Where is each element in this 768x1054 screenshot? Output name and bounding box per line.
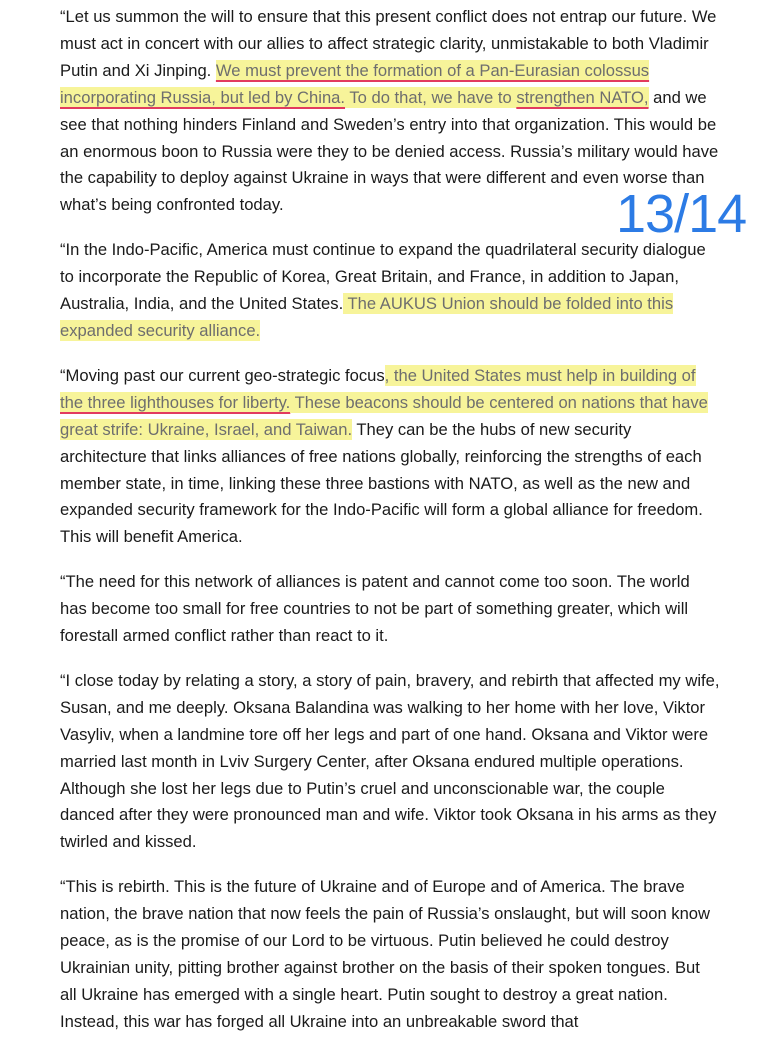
text-segment: “Let us summon the will to ensure that this present conflict does not entrap our future. We must act in concert with our allies to affect strategic clarity, unmistakable to both Vladimir Putin and Xi Jinping. — [60, 7, 717, 80]
page-counter: 13/14 — [616, 184, 747, 244]
highlighted-underlined-text: We must prevent the formation of a Pan-Eurasian colossus incorporating Russia, but led by China. — [60, 60, 650, 107]
highlighted-underlined-text: the three lighthouses for liberty. — [60, 392, 291, 412]
paragraph-3 — [60, 363, 720, 551]
highlighted-text: These beacons should be centered on nations that have great strife: Ukraine, Israel, and Taiwan. — [60, 392, 708, 439]
text-segment: “The need for this network of alliances is patent and cannot come too soon. The world has become too small for free countries to not be part of something greater, which will forestall armed conflict rather than react to it. — [60, 572, 690, 646]
paragraph-5 — [60, 668, 720, 856]
text-segment: “This is rebirth. This is the future of Ukraine and of Europe and of America. The brave nation, the brave nation that now feels the pain of Russia’s onslaught, but will soon know peace, as is the promise of our Lord to be virtuous. Putin believed he could destroy Ukrainian unity, pitting brother against brother on the basis of their spoken tongues. But all Ukraine has emerged with a single heart. Putin sought to destroy a great nation. Instead, this war has forged all Ukraine into an unbreakable sword that — [60, 877, 711, 1031]
article-body — [60, 4, 720, 1054]
paragraph-4 — [60, 569, 720, 650]
highlighted-text: , the United States must help in building of — [384, 365, 696, 385]
paragraph-2 — [60, 237, 720, 345]
highlighted-underlined-text: strengthen NATO, — [516, 87, 649, 107]
paragraph-6 — [60, 874, 720, 1035]
highlighted-text: To do that, we have to — [345, 87, 517, 107]
text-segment: “Moving past our current geo-strategic focus — [60, 365, 385, 385]
text-segment: and we see that nothing hinders Finland and Sweden’s entry into that organization. This would be an enormous boon to Russia were they to be denied access. Russia’s military would have the capability to deploy against Ukraine in ways that were different and even worse than what’s being confronted today. — [60, 87, 719, 215]
text-segment: “I close today by relating a story, a story of pain, bravery, and rebirth that affected my wife, Susan, and me deeply. Oksana Balandina was walking to her home with her love, Viktor Vasyliv, when a landmine tore off her legs and part of one hand. Oksana and Viktor were married last month in Lviv Surgery Center, after Oksana endured multiple operations. Although she lost her legs due to Putin’s cruel and unconscionable war, the couple danced after they were pronounced man and wife. Viktor took Oksana in his arms as they twirled and kissed. — [60, 670, 720, 852]
text-segment: “In the Indo-Pacific, America must continue to expand the quadrilateral security dialogue to incorporate the Republic of Korea, Great Britain, and France, in addition to Japan, Australia, India, and the United States. — [60, 240, 706, 314]
highlighted-text: The AUKUS Union should be folded into this expanded security alliance. — [60, 294, 674, 340]
text-segment: They can be the hubs of new security architecture that links alliances of free nations globally, reinforcing the strengths of each member state, in time, linking these three bastions with NATO, as well as the new and expanded security framework for the Indo-Pacific will form a global alliance for freedom. This will benefit America. — [60, 419, 703, 547]
